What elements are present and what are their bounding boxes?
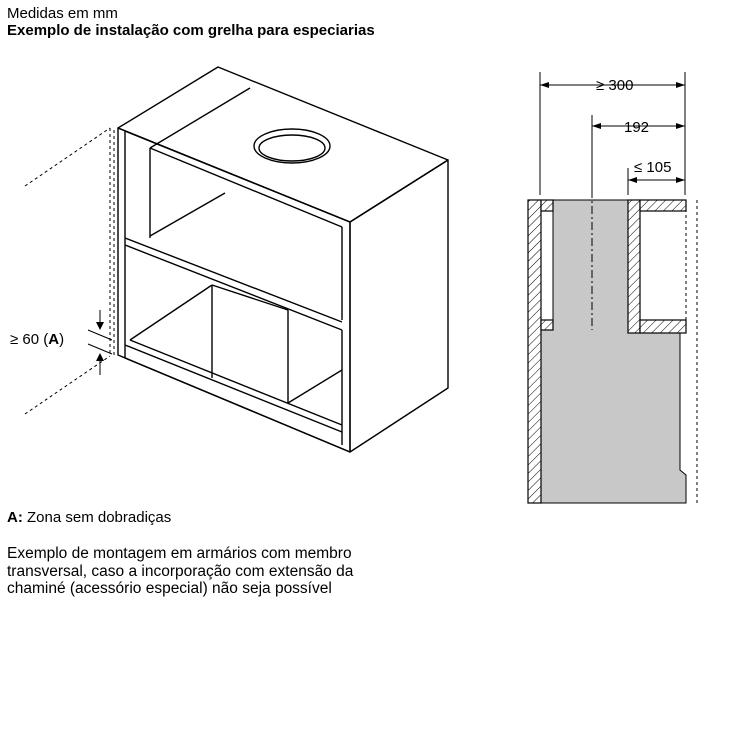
units-note: Medidas em mm xyxy=(7,5,118,22)
legend-a xyxy=(7,509,171,526)
legend-text: Zona sem dobradiças xyxy=(22,509,172,526)
hood-section xyxy=(540,200,686,503)
cabinet-isometric xyxy=(118,67,448,452)
note-line: chaminé (acessório especial) não seja possível xyxy=(7,580,332,597)
note-line: Exemplo de montagem em armários com membro xyxy=(7,545,352,562)
right-frame xyxy=(628,200,640,333)
cabinet-top xyxy=(118,67,448,222)
duct-opening xyxy=(254,129,330,163)
legend-key: A: xyxy=(7,509,23,526)
cabinet-right-side xyxy=(350,160,448,452)
gap-dimension xyxy=(88,310,112,375)
offset-label: 192 xyxy=(624,119,650,136)
depth-max-label: ≤ 105 xyxy=(634,159,672,176)
cabinet-extension-lines xyxy=(25,128,114,414)
width-min-label: ≥ 300 xyxy=(596,77,634,94)
section-view xyxy=(528,190,697,503)
diagram-title: Exemplo de instalação com grelha para especiarias xyxy=(7,22,375,39)
note-line: transversal, caso a incorporação com extensão da xyxy=(7,562,354,580)
gap-dimension-label: ≥ 60 (A) xyxy=(10,331,65,348)
left-wall xyxy=(528,200,541,503)
mounting-note xyxy=(7,545,353,598)
